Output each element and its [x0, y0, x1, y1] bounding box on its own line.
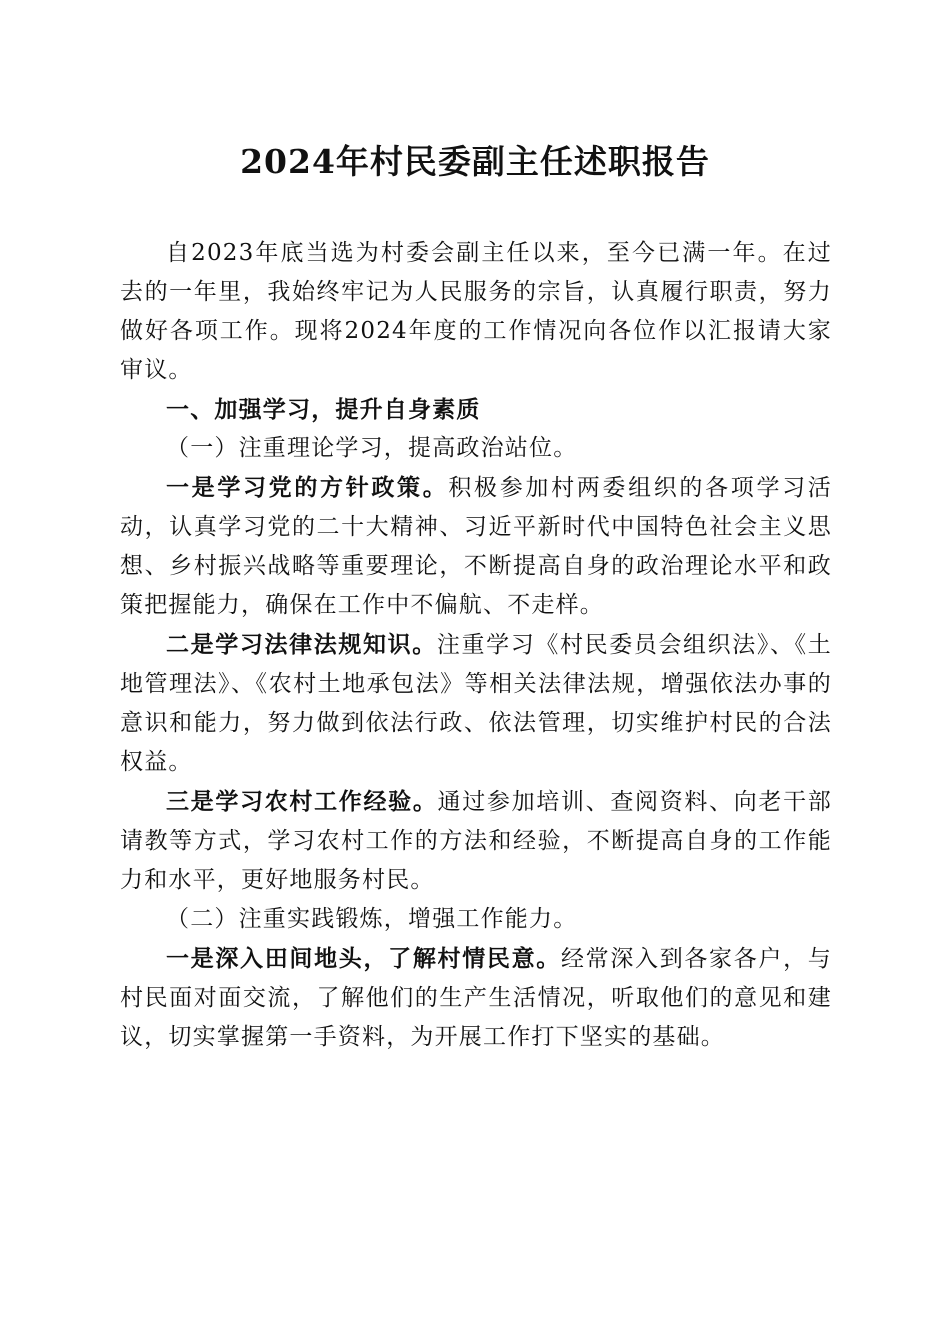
section-heading: 一、加强学习，提升自身素质: [166, 396, 481, 423]
body-paragraph: [120, 468, 832, 625]
paragraph-lead: 三是学习农村工作经验。: [166, 788, 438, 815]
paragraph-text: 积极参加村两委组织的各项学习活动，认真学习党的二十大精神、习近平新时代中国特色社会主义思想、乡村振兴战略等重要理论，不断提高自身的政治理论水平和政策把握能力，确保在工作中不偏航、不走样。: [120, 475, 832, 618]
document-body: [120, 234, 832, 1057]
paragraph-text: 通过参加培训、查阅资料、向老干部请教等方式，学习农村工作的方法和经验，不断提高自身的工作能力和水平，更好地服务村民。: [120, 789, 832, 893]
body-paragraph: [120, 625, 832, 782]
body-paragraph: [120, 939, 832, 1057]
paragraph-text: 经常深入到各家各户，与村民面对面交流，了解他们的生产生活情况，听取他们的意见和建议，切实掌握第一手资料，为开展工作打下坚实的基础。: [120, 946, 832, 1050]
intro-paragraph: 自2023年底当选为村委会副主任以来，至今已满一年。在过去的一年里，我始终牢记为人民服务的宗旨，认真履行职责，努力做好各项工作。现将2024年度的工作情况向各位作以汇报请大家审议。: [120, 240, 832, 383]
paragraph-text: 注重学习《村民委员会组织法》、《土地管理法》、《农村土地承包法》等相关法律法规，增强依法办事的意识和能力，努力做到依法行政、依法管理，切实维护村民的合法权益。: [120, 632, 832, 775]
paragraph-lead: 一是学习党的方针政策。: [166, 474, 449, 501]
paragraph-lead: 二是学习法律法规知识。: [166, 631, 437, 658]
subsection-heading: （二）注重实践锻炼，增强工作能力。: [166, 906, 578, 932]
subsection-heading: （一）注重理论学习，提高政治站位。: [166, 435, 578, 461]
paragraph-lead: 一是深入田间地头，了解村情民意。: [166, 945, 561, 972]
document-title: 2024年村民委副主任述职报告: [240, 142, 710, 181]
body-paragraph: [120, 782, 832, 900]
